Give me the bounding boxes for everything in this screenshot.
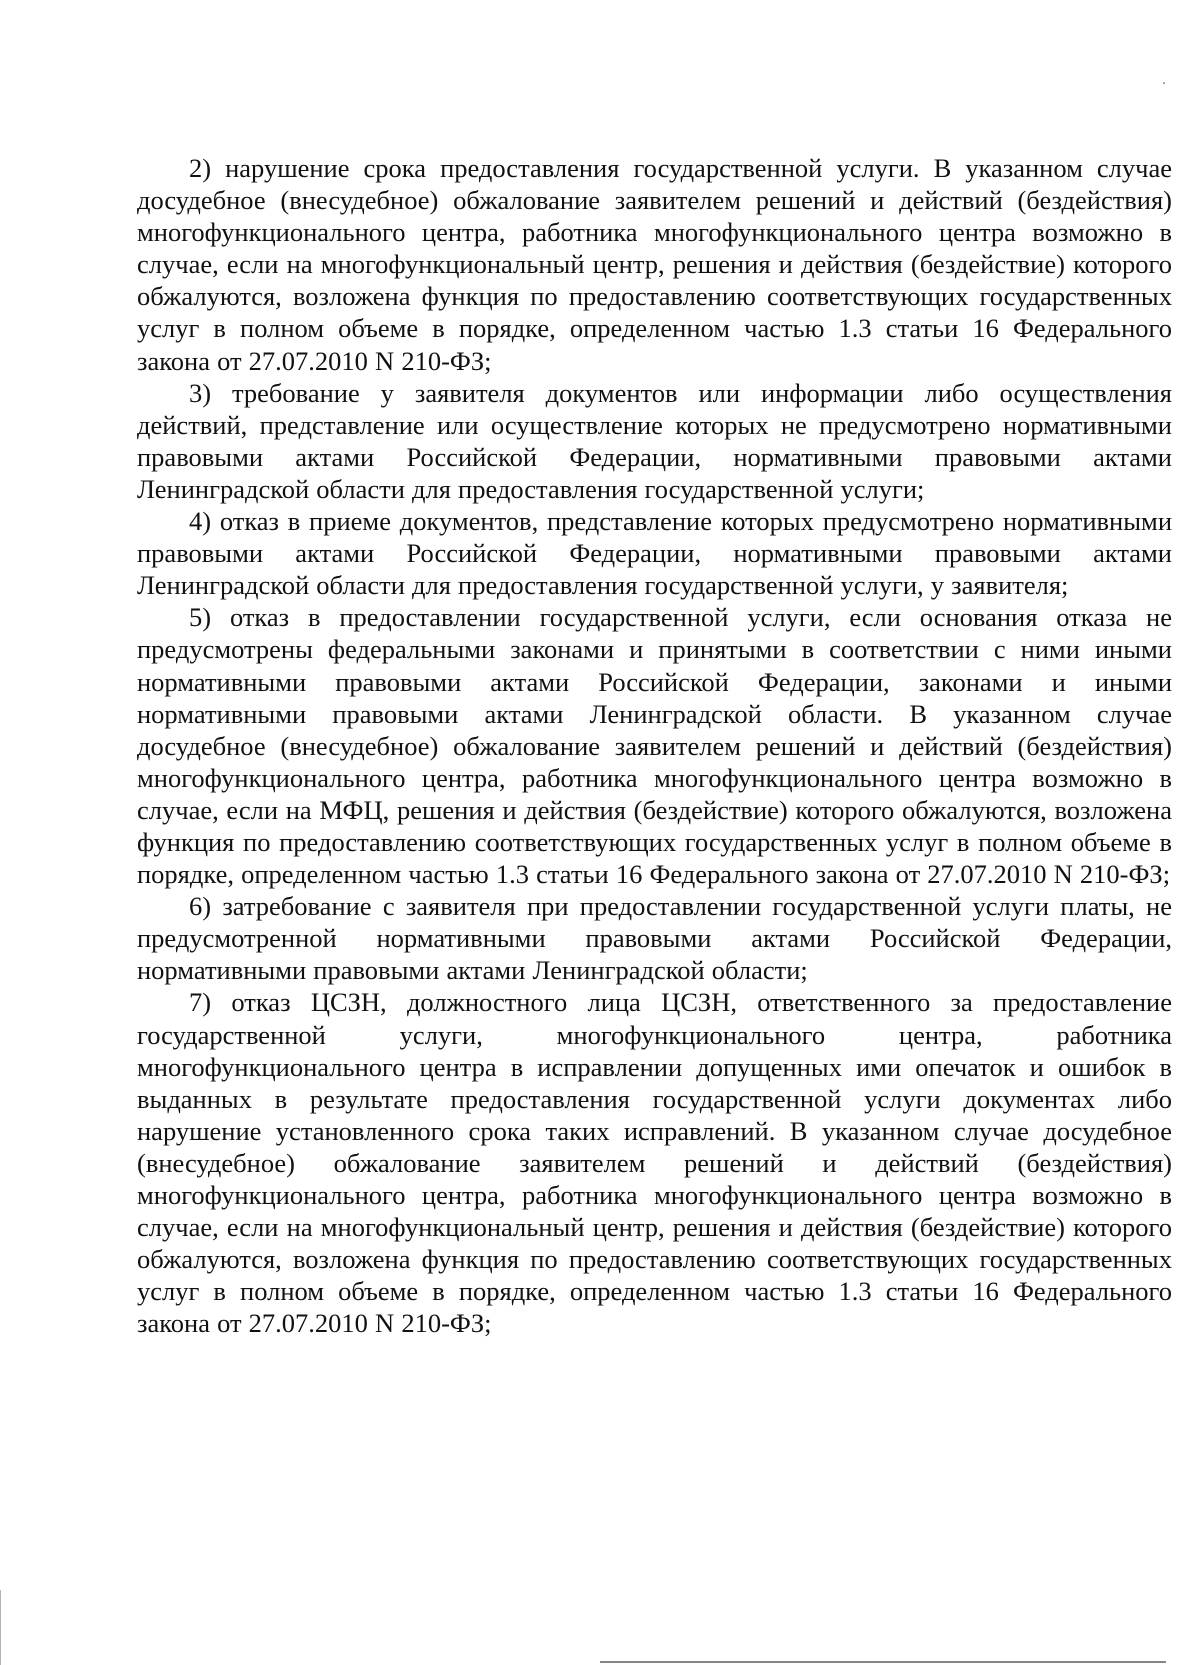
paragraph-item-2: 2) нарушение срока предоставления государственной услуги. В указанном случае досудебное (внесудебное) обжалование заявителем решений и действий (бездействия) многофункционального центра, работника многофункционального центра возможно в случае, если на многофункциональный центр, решения и действия (бездействие) которого обжалуются, возложена функция по предоставлению соответствующих государственных услуг в полном объеме в порядке, определенном частью 1.3 статьи 16 Федерального закона от 27.07.2010 N 210-ФЗ; <box>137 153 1172 376</box>
paragraph-item-6: 6) затребование с заявителя при предоставлении государственной услуги платы, не предусмотренной нормативными правовыми актами Российской Федерации, нормативными правовыми актами Ленинградской области; <box>137 891 1172 986</box>
scan-edge-line <box>600 1661 1166 1663</box>
paragraph-item-4: 4) отказ в приеме документов, представление которых предусмотрено нормативными правовыми актами Российской Федерации, нормативными правовыми актами Ленинградской области для предоставления государственной услуги, у заявителя; <box>137 506 1172 601</box>
scan-edge-shadow <box>0 1590 1 1665</box>
scan-speck <box>1163 82 1165 84</box>
paragraph-item-5: 5) отказ в предоставлении государственной услуги, если основания отказа не предусмотрены федеральными законами и принятыми в соответствии с ними иными нормативными правовыми актами Российской Федерации, законами и иными нормативными правовыми актами Ленинградской области. В указанном случае досудебное (внесудебное) обжалование заявителем решений и действий (бездействия) многофункционального центра, работника многофункционального центра возможно в случае, если на МФЦ, решения и действия (бездействие) которого обжалуются, возложена функция по предоставлению соответствующих государственных услуг в полном объеме в порядке, определенном частью 1.3 статьи 16 Федерального закона от 27.07.2010 N 210-ФЗ; <box>137 602 1172 890</box>
paragraph-item-7: 7) отказ ЦСЗН, должностного лица ЦСЗН, ответственного за предоставление государственной услуги, многофункционального центра, работника многофункционального центра в исправлении допущенных ими опечаток и ошибок в выданных в результате предоставления государственной услуги документах либо нарушение установленного срока таких исправлений. В указанном случае досудебное (внесудебное) обжалование заявителем решений и действий (бездействия) многофункционального центра, работника многофункционального центра возможно в случае, если на многофункциональный центр, решения и действия (бездействие) которого обжалуются, возложена функция по предоставлению соответствующих государственных услуг в полном объеме в порядке, определенном частью 1.3 статьи 16 Федерального закона от 27.07.2010 N 210-ФЗ; <box>137 987 1172 1339</box>
document-body <box>137 152 1172 1339</box>
paragraph-item-3: 3) требование у заявителя документов или информации либо осуществления действий, представление или осуществление которых не предусмотрено нормативными правовыми актами Российской Федерации, нормативными правовыми актами Ленинградской области для предоставления государственной услуги; <box>137 377 1172 504</box>
